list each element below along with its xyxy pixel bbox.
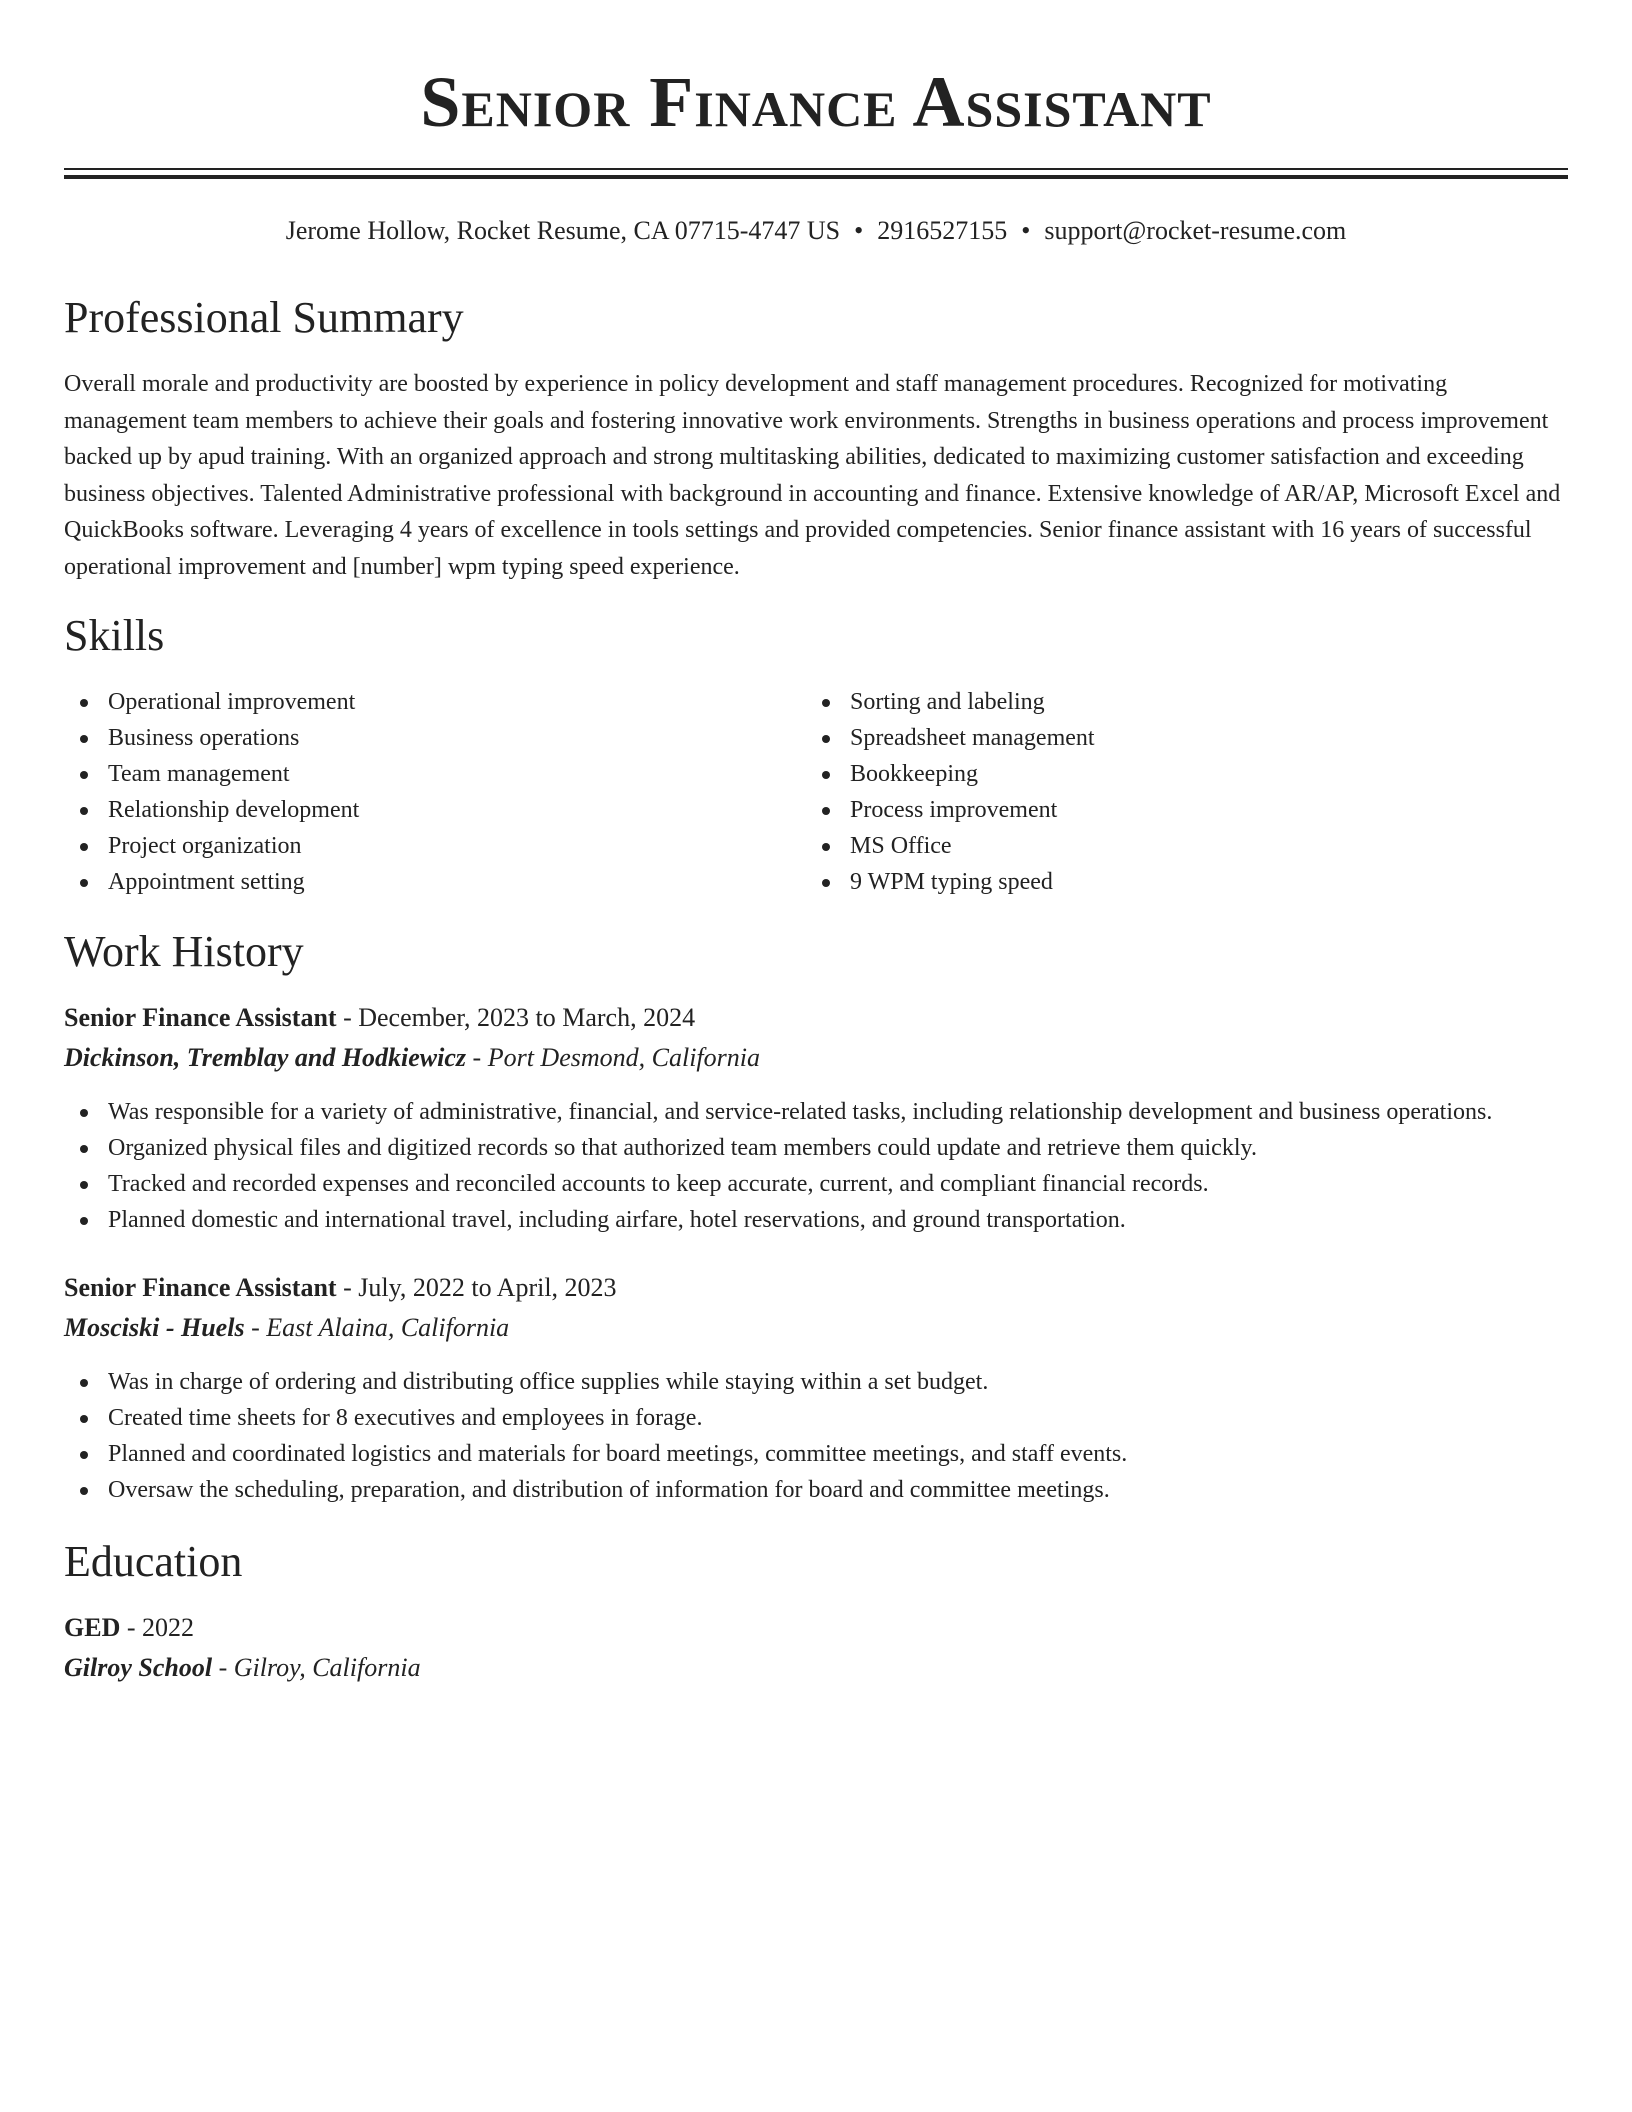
- skill-item: Team management: [64, 756, 359, 792]
- job-bullet: Planned and coordinated logistics and materials for board meetings, committee meetings, and staff events.: [64, 1436, 1568, 1472]
- job-title: Senior Finance Assistant: [64, 1273, 337, 1302]
- page-title: Senior Finance Assistant: [420, 62, 1212, 142]
- contact-separator: •: [854, 216, 864, 245]
- education-year: - 2022: [120, 1613, 195, 1642]
- skill-item: Project organization: [64, 828, 359, 864]
- job-company: Dickinson, Tremblay and Hodkiewicz: [64, 1043, 467, 1072]
- education-degree-line: [64, 1610, 194, 1646]
- work-history-heading: Work History: [64, 927, 304, 976]
- skill-item: Process improvement: [806, 792, 1095, 828]
- job-company: Mosciski - Huels: [64, 1313, 245, 1342]
- skill-item: 9 WPM typing speed: [806, 864, 1095, 900]
- contact-address: Jerome Hollow, Rocket Resume, CA 07715-4747 US: [285, 216, 841, 245]
- education-location: - Gilroy, California: [212, 1653, 421, 1682]
- skill-item: Bookkeeping: [806, 756, 1095, 792]
- job-dates: - July, 2022 to April, 2023: [336, 1273, 617, 1302]
- job-title-line: [64, 1000, 695, 1036]
- skill-item: Sorting and labeling: [806, 684, 1095, 720]
- skill-item: Spreadsheet management: [806, 720, 1095, 756]
- summary-heading: Professional Summary: [64, 293, 464, 342]
- job-bullet: Created time sheets for 8 executives and employees in forage.: [64, 1400, 1568, 1436]
- skill-item: Appointment setting: [64, 864, 359, 900]
- skill-item: Operational improvement: [64, 684, 359, 720]
- job-title-line: [64, 1270, 617, 1306]
- job-bullet: Tracked and recorded expenses and reconciled accounts to keep accurate, current, and compliant financial records.: [64, 1166, 1568, 1202]
- header-divider-thin: [64, 168, 1568, 170]
- skill-item: Relationship development: [64, 792, 359, 828]
- header-divider-thick: [64, 175, 1568, 179]
- job-company-line: [64, 1310, 509, 1346]
- skills-heading: Skills: [64, 611, 165, 660]
- job-title: Senior Finance Assistant: [64, 1003, 337, 1032]
- job-bullet: Was in charge of ordering and distributing office supplies while staying within a set budget.: [64, 1364, 1568, 1400]
- summary-text: Overall morale and productivity are boosted by experience in policy development and staff management procedures. Recognized for motivating management team members to achieve their goals and fostering innovative work environments. Strengths in business operations and process improvement backed up by apud training. With an organized approach and strong multitasking abilities, dedicated to maximizing customer satisfaction and exceeding business objectives. Talented Administrative professional with background in accounting and finance. Extensive knowledge of AR/AP, Microsoft Excel and QuickBooks software. Leveraging 4 years of excellence in tools settings and provided competencies. Senior finance assistant with 16 years of successful operational improvement and [number] wpm typing speed experience.: [64, 371, 1561, 580]
- job-location: - East Alaina, California: [244, 1313, 510, 1342]
- education-school-line: [64, 1650, 421, 1686]
- contact-line: [64, 215, 1568, 247]
- job-bullet: Planned domestic and international travel, including airfare, hotel reservations, and ground transportation.: [64, 1202, 1568, 1238]
- job-bullet-list: [64, 1364, 1568, 1508]
- contact-separator: •: [1021, 216, 1031, 245]
- job-company-line: [64, 1040, 760, 1076]
- job-location: - Port Desmond, California: [466, 1043, 760, 1072]
- education-heading: Education: [64, 1537, 243, 1586]
- skill-item: Business operations: [64, 720, 359, 756]
- job-bullet: Organized physical files and digitized records so that authorized team members could update and retrieve them quickly.: [64, 1130, 1568, 1166]
- job-dates: - December, 2023 to March, 2024: [336, 1003, 696, 1032]
- education-degree: GED: [64, 1613, 121, 1642]
- job-bullet: Oversaw the scheduling, preparation, and distribution of information for board and committee meetings.: [64, 1472, 1568, 1508]
- contact-email: support@rocket-resume.com: [1044, 216, 1347, 245]
- skills-list-right: [806, 684, 1095, 900]
- resume-page: [64, 0, 1568, 1682]
- job-bullet-list: [64, 1094, 1568, 1238]
- job-bullet: Was responsible for a variety of administrative, financial, and service-related tasks, including relationship development and business operations.: [64, 1094, 1568, 1130]
- skill-item: MS Office: [806, 828, 1095, 864]
- education-school: Gilroy School: [64, 1653, 213, 1682]
- skills-list-left: [64, 684, 359, 900]
- contact-phone: 2916527155: [877, 216, 1008, 245]
